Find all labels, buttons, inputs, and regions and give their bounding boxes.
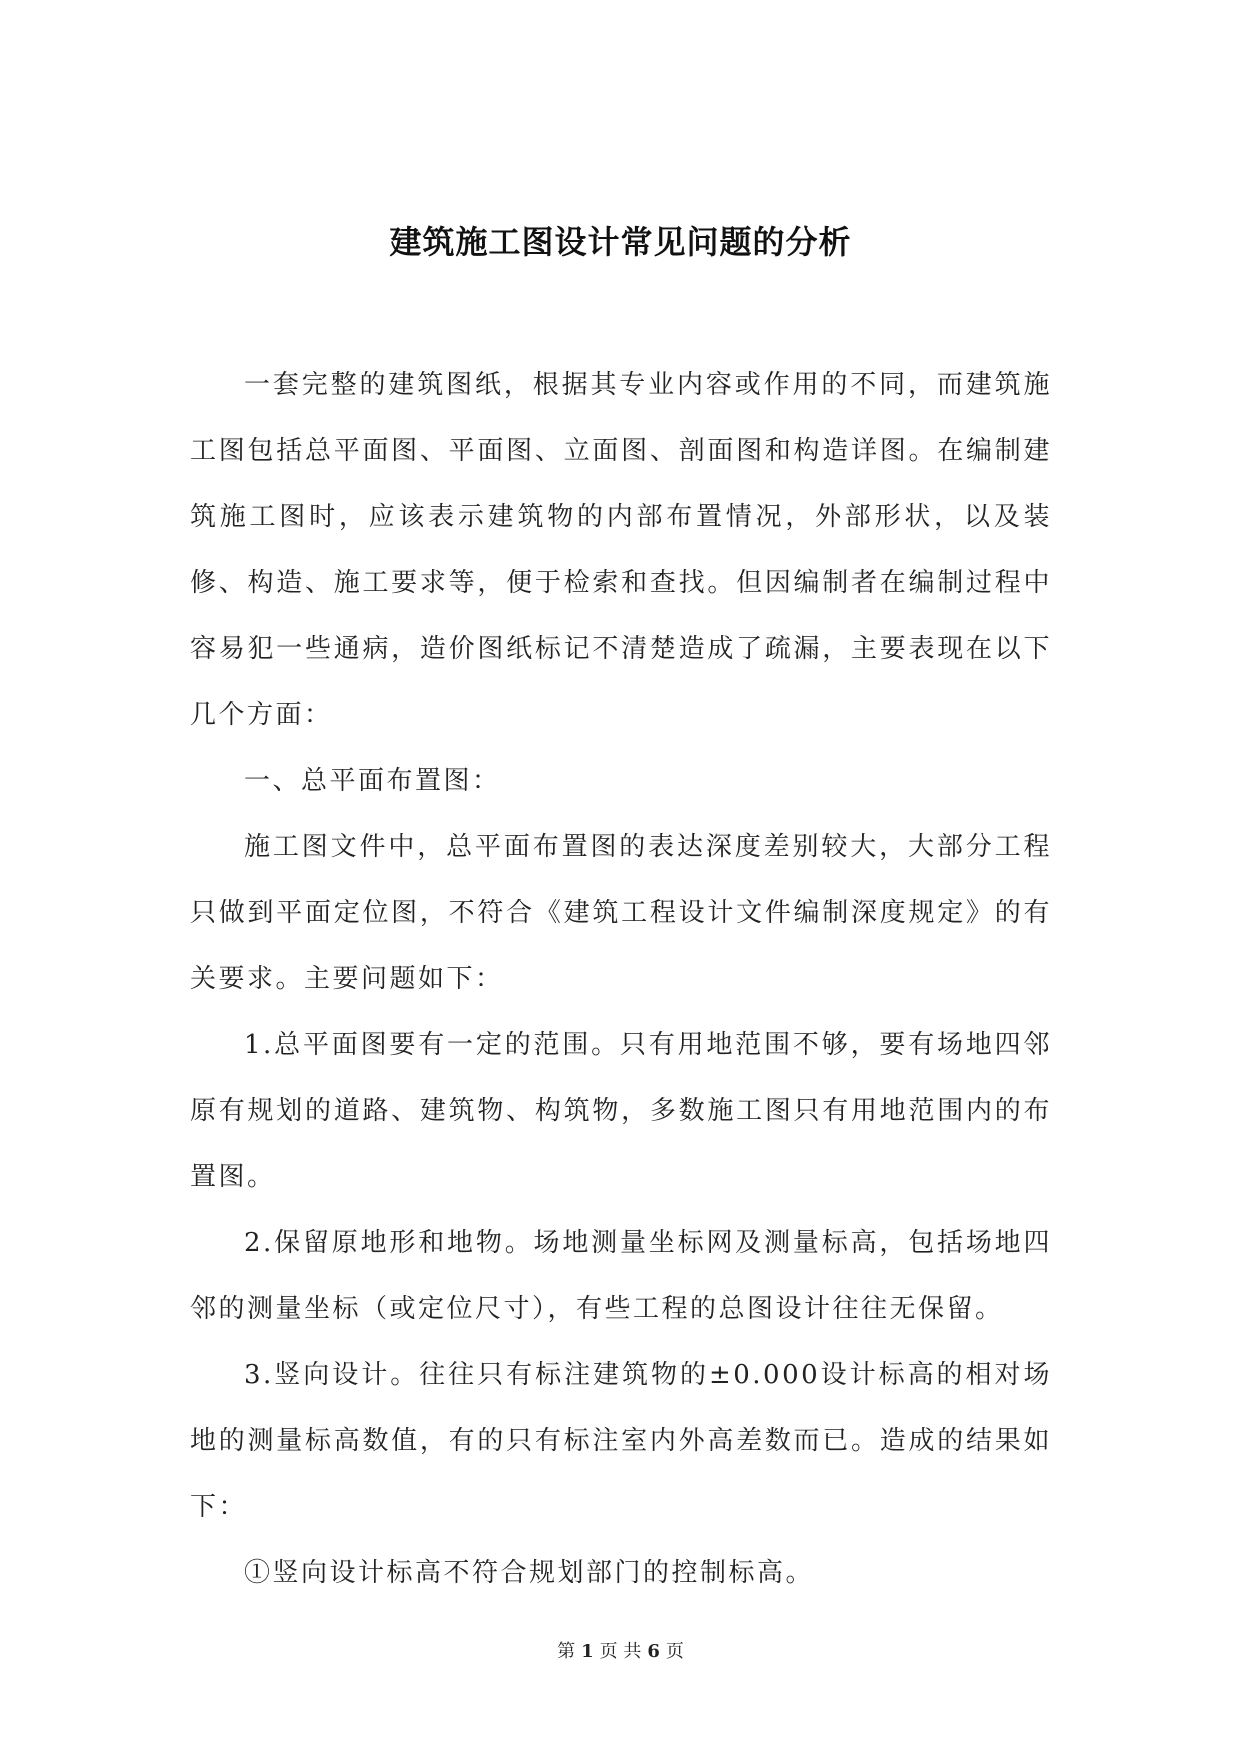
paragraph-site-plan: 施工图文件中，总平面布置图的表达深度差别较大，大部分工程只做到平面定位图，不符合《建筑工程设计文件编制深度规定》的有关要求。主要问题如下：	[190, 832, 1052, 994]
document-title: 建筑施工图设计常见问题的分析	[389, 223, 852, 261]
sub-item-1: ①竖向设计标高不符合规划部门的控制标高。	[244, 1558, 815, 1588]
document-body	[190, 352, 1052, 1606]
footer-suffix: 页	[665, 1641, 684, 1662]
footer-prefix: 第	[557, 1641, 576, 1662]
current-page-number: 1	[581, 1641, 594, 1662]
section-heading-site-plan: 一、总平面布置图：	[244, 766, 501, 796]
paragraph-intro: 一套完整的建筑图纸，根据其专业内容或作用的不同，而建筑施工图包括总平面图、平面图、立面图、剖面图和构造详图。在编制建筑施工图时，应该表示建筑物的内部布置情况，外部形状，以及装修、构造、施工要求等，便于检索和查找。但因编制者在编制过程中容易犯一些通病，造价图纸标记不清楚造成了疏漏，主要表现在以下几个方面：	[190, 370, 1052, 730]
list-item-1: 1.总平面图要有一定的范围。只有用地范围不够，要有场地四邻原有规划的道路、建筑物、构筑物，多数施工图只有用地范围内的布置图。	[190, 1030, 1052, 1192]
total-pages-number: 6	[647, 1641, 660, 1662]
footer-middle: 页 共	[599, 1641, 642, 1662]
list-item-2: 2.保留原地形和地物。场地测量坐标网及测量标高，包括场地四邻的测量坐标（或定位尺寸），有些工程的总图设计往往无保留。	[190, 1228, 1052, 1324]
page-footer	[0, 1640, 1241, 1664]
list-item-3: 3.竖向设计。往往只有标注建筑物的±0.000设计标高的相对场地的测量标高数值，有的只有标注室内外高差数而已。造成的结果如下：	[190, 1360, 1052, 1522]
